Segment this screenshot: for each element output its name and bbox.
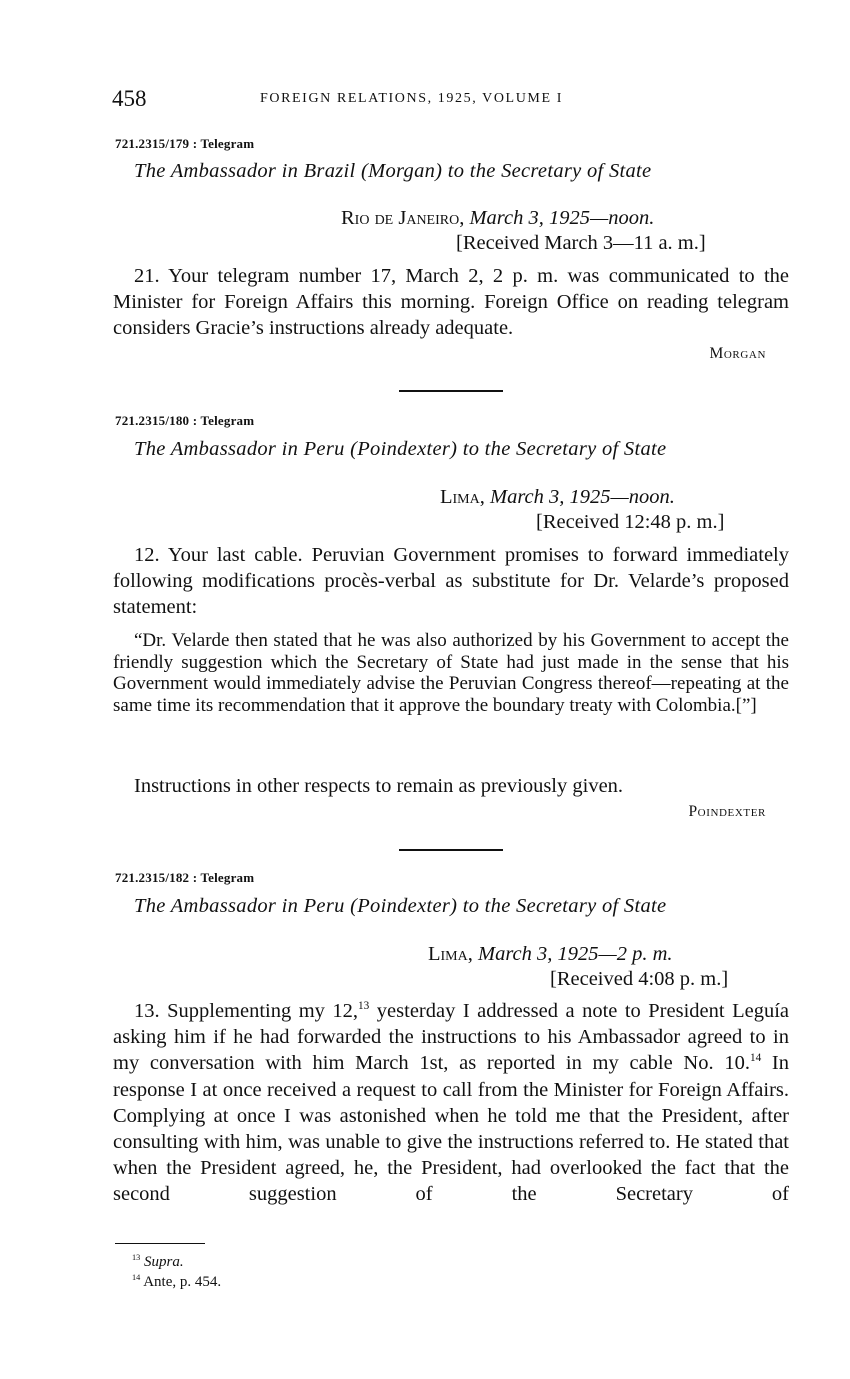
doc2-received: [Received 12:48 p. m.] [536, 511, 725, 533]
doc3-place: Lima [428, 943, 468, 965]
doc2-dateline: Lima, March 3, 1925—noon. [440, 486, 675, 508]
doc2-paragraph: 12. Your last cable. Peruvian Government promises to forward immediately following modifications procès-verbal as substitute for Dr. Velarde’s proposed statement: [113, 544, 789, 619]
doc1-dateline: Rio de Janeiro, March 3, 1925—noon. [341, 207, 655, 229]
running-title: FOREIGN RELATIONS, 1925, VOLUME I [260, 91, 563, 106]
doc2-file-ref: 721.2315/180 : Telegram [115, 413, 255, 428]
doc2-date: March 3, 1925—noon. [490, 486, 675, 508]
doc2-signature: Poindexter [688, 803, 766, 820]
doc3-dateline: Lima, March 3, 1925—2 p. m. [428, 943, 673, 965]
doc2-place: Lima [440, 486, 480, 508]
doc1-paragraph: 21. Your telegram number 17, March 2, 2 p. m. was communicated to the Minister for Foreign Affairs this morning. Foreign Office on reading telegram considers Gracie’s instructions already adequate. [113, 265, 789, 340]
doc1-date: March 3, 1925—noon. [469, 207, 655, 229]
doc2-title: The Ambassador in Peru (Poindexter) to the Secretary of State [134, 438, 667, 460]
footnote-ref-14[interactable]: 14 [749, 1052, 762, 1065]
doc1-received: [Received March 3—11 a. m.] [456, 232, 706, 254]
footnote-14: $^{14}$ Ante, p. 454. [132, 1273, 222, 1290]
doc3-paragraph: 13. Supplementing my 12,13 yesterday I addressed a note to President Leguía asking him if he had forwarded the instructions to his Ambassador agreed to in my conversation with him March 1st, as reported in my cable No. 10.14 In response I at once received a request to call from the Minister for Foreign Affairs. Complying at once I was astonished when he told me that the President, after consulting with him, was unable to give the instructions referred to. He stated that when the President agreed, he, the President, had overlooked the fact that the second suggestion of the Secretary of [113, 1000, 790, 1206]
doc1-place: Rio de Janeiro [341, 207, 460, 229]
doc3-title: The Ambassador in Peru (Poindexter) to the Secretary of State [134, 895, 667, 917]
doc3-date: March 3, 1925—2 p. m. [478, 943, 673, 965]
section-divider [399, 390, 503, 392]
page-number: 458 [112, 86, 147, 111]
doc3-file-ref: 721.2315/182 : Telegram [115, 870, 255, 885]
footnote-divider [115, 1243, 205, 1244]
doc2-closing: Instructions in other respects to remain as previously given. [134, 775, 624, 797]
doc2-quote: “Dr. Velarde then stated that he was also authorized by his Government to accept the friendly suggestion which the Secretary of State had just made in the sense that his Government would immediately advise the Peruvian Congress thereof—repeating at the same time its recommendation that it approve the boundary treaty with Colombia.[”] [113, 630, 789, 716]
doc1-file-ref: 721.2315/179 : Telegram [115, 136, 255, 151]
footnote-13: $^{13}$ Supra. [132, 1253, 184, 1270]
doc1-signature: Morgan [709, 345, 766, 362]
section-divider [399, 849, 503, 851]
doc1-title: The Ambassador in Brazil (Morgan) to the Secretary of State [134, 160, 652, 182]
footnote-ref-13[interactable]: 13 [358, 1000, 370, 1013]
doc3-received: [Received 4:08 p. m.] [550, 968, 729, 990]
